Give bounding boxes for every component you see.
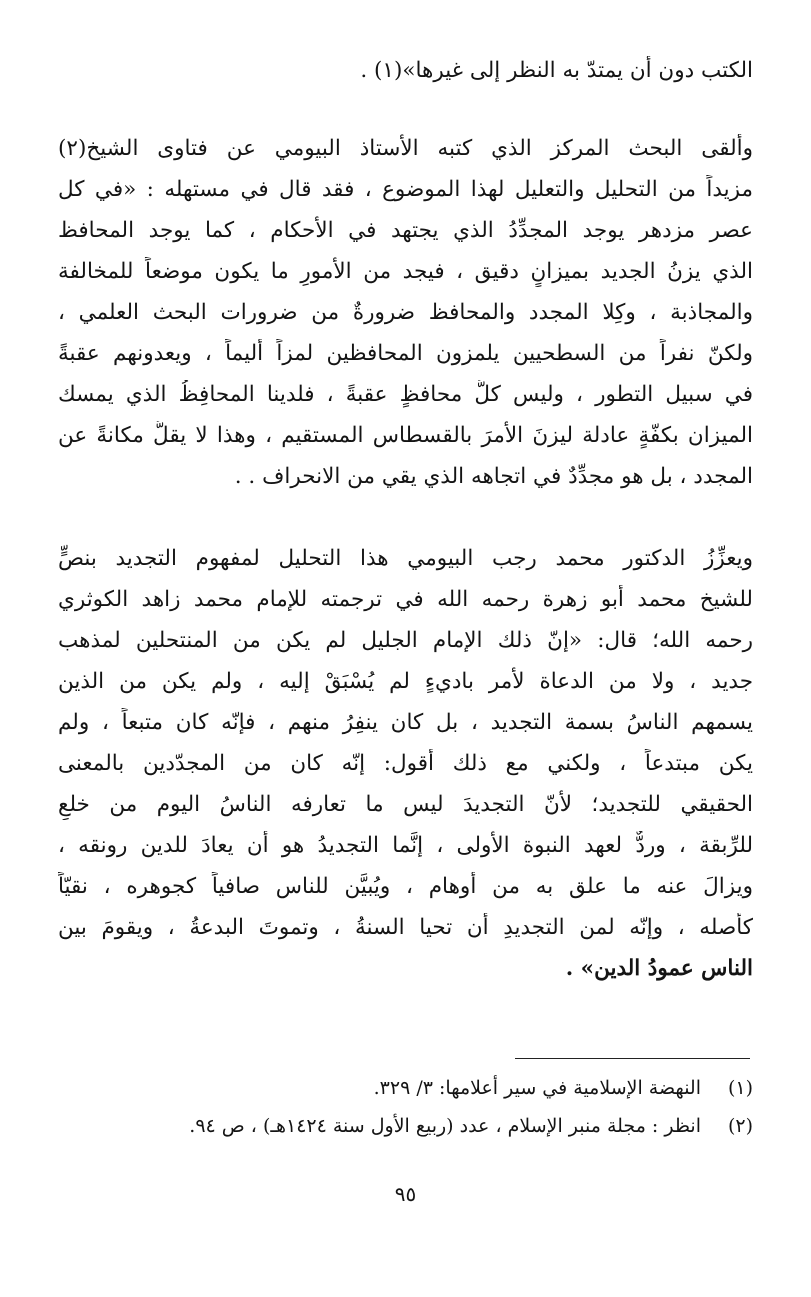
footnote-2-number: (٢) bbox=[727, 1115, 753, 1137]
text-line-7: ولكنّ نفراً من السطحيين يلمزون المحافظين لمزاً أليماً ، ويعدونهم عقبةً bbox=[58, 341, 753, 366]
footnote-1-number: (١) bbox=[727, 1077, 753, 1099]
footnote-2-text: انظر : مجلة منبر الإسلام ، عدد (ربيع الأول سنة ١٤٢٤هـ) ، ص ٩٤. bbox=[189, 1115, 701, 1137]
text-line-4: عصر مزدهر يوجد المجدِّدُ الذي يجتهد في الأحكام ، كما يوجد المحافظ bbox=[58, 218, 753, 243]
text-line-2: وألقى البحث المركز الذي كتبه الأستاذ البيومي عن فتاوى الشيخ(٢) bbox=[58, 136, 753, 161]
text-line-14: جديد ، ولا من الدعاة لأمر باديءٍ لم يُسْبَقْ إليه ، ولم يكن من الذين bbox=[58, 669, 753, 694]
text-line-9: الميزان بكفّةٍ عادلة ليزنَ الأمرَ بالقسطاس المستقيم ، وهذا لا يقلُّ مكانةً عن bbox=[58, 423, 753, 448]
page-number: ٩٥ bbox=[394, 1182, 417, 1206]
footnote-2 bbox=[58, 1112, 753, 1140]
text-line-16: يكن مبتدعاً ، ولكني مع ذلك أقول: إنّه كان من المجدّدين بالمعنى bbox=[58, 751, 753, 776]
footnote-1-text: النهضة الإسلامية في سير أعلامها: ٣/ ٣٢٩. bbox=[373, 1077, 701, 1099]
text-line-3: مزيداً من التحليل والتعليل لهذا الموضوع ، فقد قال في مستهله : «في كل bbox=[58, 177, 753, 202]
text-line-20: كأصله ، وإنّه لمن التجديدِ أن تحيا السنةُ ، وتموتَ البدعةُ ، ويقومَ بين bbox=[58, 915, 753, 940]
text-line-10: المجدد ، بل هو مجدِّدٌ في اتجاهه الذي يقي من الانحراف . . bbox=[234, 464, 753, 489]
text-line-19: ويزالَ عنه ما علق به من أوهام ، ويُبيَّن للناس صافياً كجوهره ، نقيّاً bbox=[58, 874, 753, 899]
text-line-12: للشيخ محمد أبو زهرة رحمه الله في ترجمته للإمام محمد زاهد الكوثري bbox=[58, 587, 753, 612]
text-line-5: الذي يزنُ الجديد بميزانٍ دقيق ، فيجد من الأمورِ ما يكون موضعاً للمخالفة bbox=[58, 259, 753, 284]
text-line-17: الحقيقي للتجديد؛ لأنّ التجديدَ ليس ما تعارفه الناسُ اليوم من خلعِ bbox=[58, 792, 753, 817]
text-line-1: الكتب دون أن يمتدّ به النظر إلى غيرها»(١) . bbox=[360, 58, 753, 83]
text-line-6: والمجاذبة ، وكِلا المجدد والمحافظ ضرورةٌ من ضرورات البحث العلمي ، bbox=[58, 300, 753, 325]
text-line-8: في سبيل التطور ، وليس كلُّ محافظٍ عقبةً ، فلدينا المحافِظُ الذي يمسك bbox=[58, 382, 753, 407]
text-line-11: ويعزِّزُ الدكتور محمد رجب البيومي هذا التحليل لمفهوم التجديد بنصٍّ bbox=[58, 546, 753, 571]
text-line-13: رحمه الله؛ قال: «إنّ ذلك الإمام الجليل لم يكن من المنتحلين لمذهب bbox=[58, 628, 753, 653]
text-line-21: الناس عمودُ الدين» . bbox=[565, 956, 753, 981]
text-line-15: يسمهم الناسُ بسمة التجديد ، بل كان ينفِرُ منهم ، فإنّه كان متبعاً ، ولم bbox=[58, 710, 753, 735]
text-line-18: للرِّبقة ، وردٌّ لعهد النبوة الأولى ، إنَّما التجديدُ هو أن يعادَ للدين رونقه ، bbox=[58, 833, 753, 858]
footnote-1 bbox=[58, 1074, 753, 1102]
footnote-divider bbox=[515, 1058, 750, 1059]
